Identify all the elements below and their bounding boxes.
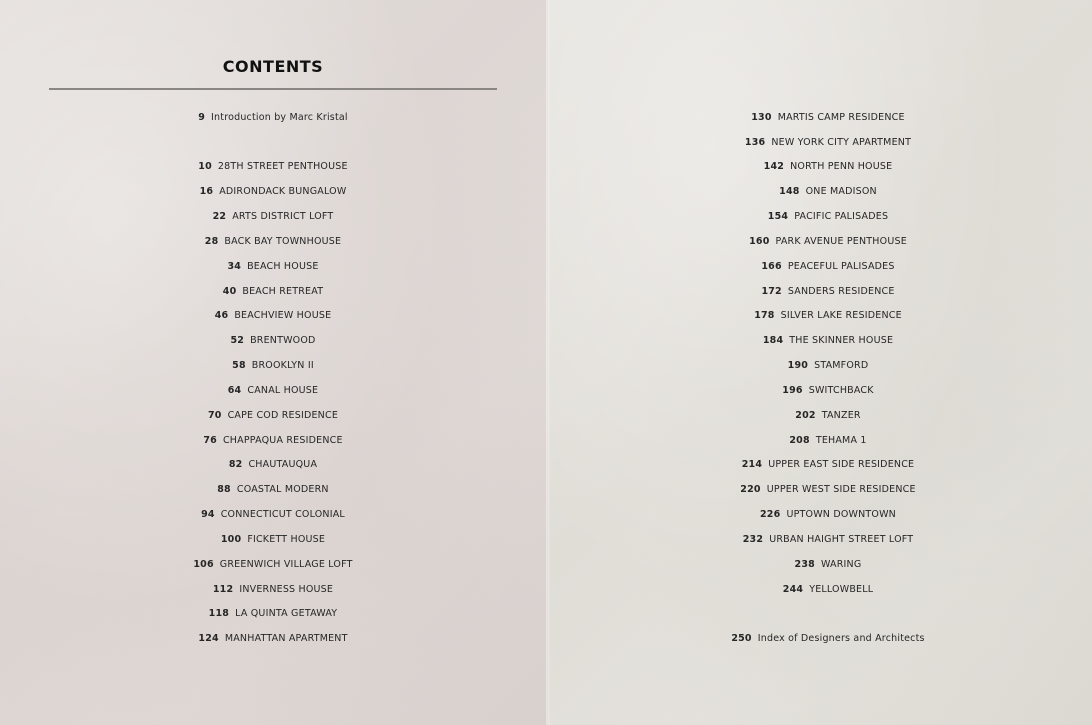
toc-page-number: 232	[742, 534, 764, 545]
toc-page-number: 178	[754, 310, 775, 321]
toc-entry	[556, 333, 1092, 349]
toc-entry-title: SILVER LAKE RESIDENCE	[780, 310, 902, 321]
toc-page-number: 130	[751, 112, 772, 123]
toc-page-number: 16	[199, 186, 214, 197]
toc-page-number: 238	[794, 559, 815, 570]
toc-entry	[0, 284, 546, 300]
toc-page-number: 166	[761, 261, 782, 272]
toc-entry	[556, 482, 1092, 498]
toc-entry	[556, 582, 1092, 598]
toc-entry	[0, 333, 546, 349]
toc-page-number: 28	[204, 236, 219, 247]
toc-entry-title: PEACEFUL PALISADES	[787, 261, 895, 272]
toc-page-number: 118	[208, 608, 230, 619]
toc-entry	[0, 482, 546, 498]
toc-entry-title: SANDERS RESIDENCE	[787, 286, 895, 297]
toc-page-number: 136	[744, 137, 766, 148]
toc-entry	[556, 408, 1092, 424]
toc-entry	[0, 457, 546, 473]
toc-entry-title: WARING	[820, 559, 862, 570]
toc-entry-title: FICKETT HOUSE	[247, 534, 326, 545]
toc-entry	[0, 184, 546, 200]
toc-entry-title: Introduction by Marc Kristal	[211, 112, 348, 123]
toc-entry-title: BEACHVIEW HOUSE	[234, 310, 332, 321]
toc-entry	[0, 557, 546, 573]
toc-entry-title: GREENWICH VILLAGE LOFT	[219, 559, 353, 570]
toc-entry	[556, 557, 1092, 573]
toc-page-number: 190	[787, 360, 809, 371]
toc-page-number: 10	[198, 161, 212, 172]
toc-entry	[0, 532, 546, 548]
toc-entry	[0, 631, 546, 647]
toc-page-number: 40	[222, 286, 237, 297]
toc-page-number: 34	[227, 261, 242, 272]
toc-page-number: 94	[201, 509, 215, 520]
toc-entry-title: CHAUTAUQUA	[248, 459, 318, 470]
toc-page-number: 202	[795, 410, 816, 421]
toc-entry	[0, 308, 546, 324]
toc-entry	[0, 259, 546, 275]
toc-entry-title: NORTH PENN HOUSE	[790, 161, 893, 172]
toc-entry	[0, 408, 546, 424]
toc-entry-title: ADIRONDACK BUNGALOW	[219, 186, 347, 197]
toc-entry-title: UPPER WEST SIDE RESIDENCE	[766, 484, 916, 495]
toc-entry	[556, 631, 1092, 647]
toc-entry	[556, 284, 1092, 300]
toc-page-number: 9	[198, 112, 206, 123]
toc-entry-title: BEACH HOUSE	[247, 261, 319, 272]
toc-entry-title: UPTOWN DOWNTOWN	[786, 509, 896, 520]
toc-entry-title: COASTAL MODERN	[236, 484, 329, 495]
toc-page-number: 124	[198, 633, 219, 644]
toc-entry	[0, 159, 546, 175]
toc-entry	[556, 259, 1092, 275]
toc-entry	[556, 234, 1092, 250]
toc-entry	[556, 383, 1092, 399]
toc-entry	[556, 507, 1092, 523]
toc-entry-title: BROOKLYN II	[251, 360, 314, 371]
toc-page-number: 250	[731, 633, 752, 644]
toc-page-number: 244	[782, 584, 804, 595]
toc-entry-title: ONE MADISON	[805, 186, 877, 197]
toc-entry-title: MANHATTAN APARTMENT	[224, 633, 348, 644]
toc-entry-title: YELLOWBELL	[809, 584, 874, 595]
toc-page-number: 52	[230, 335, 245, 346]
toc-entry-title: LA QUINTA GETAWAY	[235, 608, 338, 619]
toc-page-number: 220	[740, 484, 761, 495]
toc-entry-title: INVERNESS HOUSE	[239, 584, 334, 595]
toc-entry	[0, 507, 546, 523]
toc-page-number: 82	[228, 459, 243, 470]
toc-entry	[0, 383, 546, 399]
toc-page-number: 100	[220, 534, 242, 545]
toc-entry	[556, 358, 1092, 374]
toc-entry-title: SWITCHBACK	[808, 385, 874, 396]
toc-entry	[556, 532, 1092, 548]
toc-entry	[556, 209, 1092, 225]
toc-entry	[556, 110, 1092, 126]
toc-entry	[0, 606, 546, 622]
toc-entry	[0, 358, 546, 374]
toc-page-number: 58	[232, 360, 246, 371]
toc-entry-title: BRENTWOOD	[250, 335, 316, 346]
toc-page-number: 64	[227, 385, 242, 396]
toc-entry-title: 28TH STREET PENTHOUSE	[217, 161, 348, 172]
toc-entry-title: NEW YORK CITY APARTMENT	[771, 137, 912, 148]
toc-entry	[556, 308, 1092, 324]
toc-entry	[0, 582, 546, 598]
toc-entry	[0, 234, 546, 250]
toc-entry-title: THE SKINNER HOUSE	[789, 335, 894, 346]
contents-title: CONTENTS	[222, 57, 324, 76]
page-gutter	[546, 0, 550, 725]
toc-page-number: 214	[741, 459, 763, 470]
toc-entry-title: CHAPPAQUA RESIDENCE	[222, 435, 343, 446]
toc-entry-title: BEACH RETREAT	[242, 286, 324, 297]
toc-entry-title: Index of Designers and Architects	[757, 633, 925, 644]
toc-entry	[556, 184, 1092, 200]
toc-page-number: 76	[203, 435, 217, 446]
toc-page-number: 70	[207, 410, 222, 421]
toc-entry	[556, 433, 1092, 449]
toc-entry-title: PACIFIC PALISADES	[794, 211, 889, 222]
right-page	[548, 0, 1092, 725]
toc-entry-title: TANZER	[821, 410, 861, 421]
toc-entry-title: URBAN HAIGHT STREET LOFT	[769, 534, 914, 545]
toc-page-number: 46	[214, 310, 229, 321]
toc-entry-title: MARTIS CAMP RESIDENCE	[777, 112, 905, 123]
toc-entry	[556, 159, 1092, 175]
toc-entry-title: BACK BAY TOWNHOUSE	[224, 236, 342, 247]
toc-entry-title: TEHAMA 1	[815, 435, 867, 446]
toc-entry	[0, 433, 546, 449]
toc-entry-title: CANAL HOUSE	[247, 385, 319, 396]
toc-entry-title: UPPER EAST SIDE RESIDENCE	[768, 459, 915, 470]
toc-page-number: 148	[779, 186, 800, 197]
toc-entry-title: CONNECTICUT COLONIAL	[220, 509, 345, 520]
toc-page-number: 112	[212, 584, 234, 595]
toc-entry	[556, 135, 1092, 151]
toc-page-number: 22	[212, 211, 227, 222]
toc-page-number: 88	[217, 484, 231, 495]
toc-page-number: 196	[782, 385, 803, 396]
toc-entry-title: CAPE COD RESIDENCE	[227, 410, 339, 421]
toc-entry	[0, 209, 546, 225]
toc-page-number: 208	[789, 435, 810, 446]
toc-page-number: 154	[767, 211, 789, 222]
toc-page-number: 160	[749, 236, 770, 247]
toc-page-number: 226	[760, 509, 781, 520]
toc-page-number: 184	[762, 335, 784, 346]
toc-entry-title: STAMFORD	[814, 360, 869, 371]
toc-page-number: 142	[763, 161, 785, 172]
toc-entry-title: PARK AVENUE PENTHOUSE	[775, 236, 907, 247]
toc-entry	[556, 457, 1092, 473]
toc-page-number: 106	[193, 559, 214, 570]
toc-entry-title: ARTS DISTRICT LOFT	[232, 211, 334, 222]
toc-page-number: 172	[761, 286, 782, 297]
title-divider	[49, 88, 497, 90]
toc-entry	[0, 110, 546, 126]
